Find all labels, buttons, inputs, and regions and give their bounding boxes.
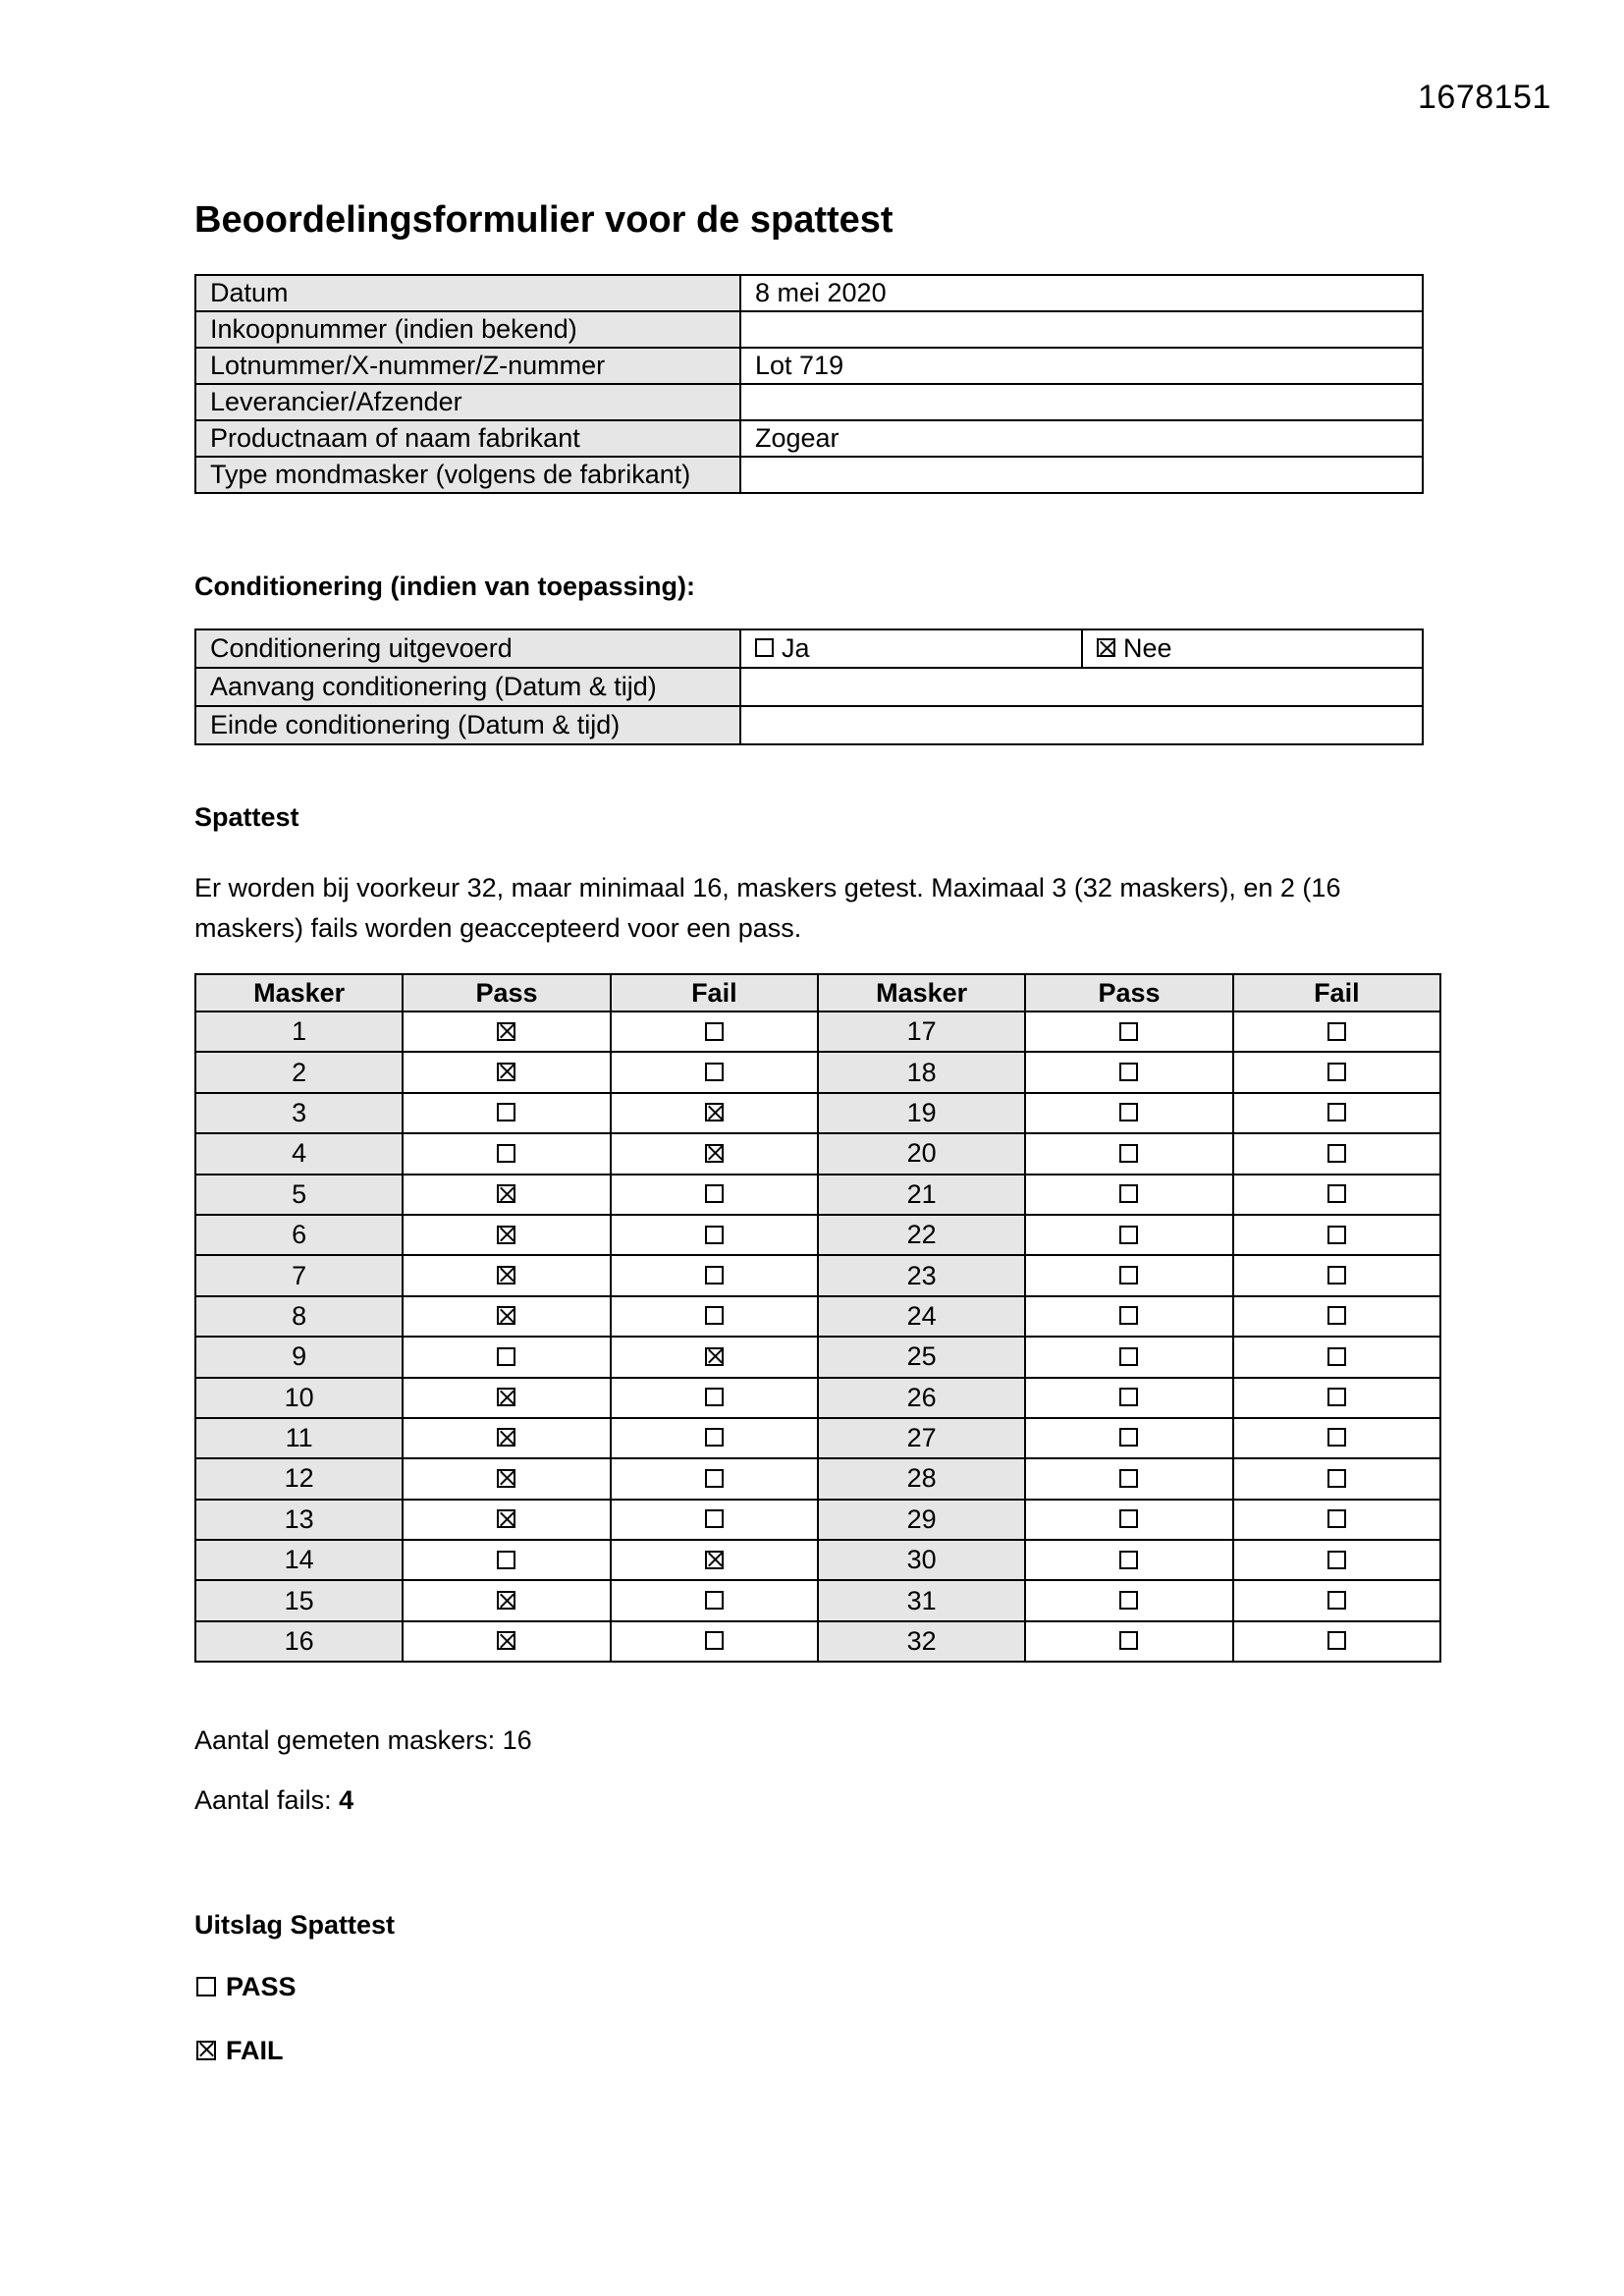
info-label: Productnaam of naam fabrikant [195, 420, 740, 457]
conditioning-heading: Conditionering (indien van toepassing): [194, 572, 695, 601]
pass-checkbox[interactable] [497, 1266, 515, 1285]
pass-checkbox[interactable] [497, 1428, 515, 1447]
pass-checkbox[interactable] [1119, 1266, 1138, 1285]
pass-checkbox[interactable] [497, 1631, 515, 1650]
info-label: Type mondmasker (volgens de fabrikant) [195, 457, 740, 493]
fail-cell[interactable] [611, 1011, 818, 1052]
fail-checkbox[interactable] [1327, 1184, 1346, 1203]
column-header: Pass [1025, 974, 1232, 1011]
pass-cell[interactable] [1025, 1175, 1232, 1215]
fail-cell[interactable] [1233, 1215, 1440, 1255]
fail-checkbox[interactable] [1327, 1631, 1346, 1650]
mask-number: 4 [195, 1133, 403, 1174]
checkbox-fail[interactable] [196, 2041, 216, 2060]
fail-checkbox[interactable] [705, 1103, 724, 1121]
mask-number: 29 [818, 1500, 1025, 1540]
mask-number: 19 [818, 1093, 1025, 1133]
checkbox-no[interactable] [1097, 638, 1115, 657]
mask-number: 6 [195, 1215, 403, 1255]
mask-number: 20 [818, 1133, 1025, 1174]
fail-checkbox[interactable] [1327, 1226, 1346, 1244]
fail-cell[interactable] [1233, 1540, 1440, 1580]
fail-checkbox[interactable] [1327, 1347, 1346, 1366]
pass-cell[interactable] [403, 1175, 610, 1215]
fail-cell[interactable] [611, 1458, 818, 1499]
fail-cell[interactable] [611, 1418, 818, 1458]
pass-checkbox[interactable] [497, 1022, 515, 1041]
pass-cell[interactable] [403, 1621, 610, 1662]
mask-number: 21 [818, 1175, 1025, 1215]
pass-checkbox[interactable] [1119, 1469, 1138, 1488]
conditioning-start-label: Aanvang conditionering (Datum & tijd) [195, 668, 740, 706]
table-row [195, 629, 1423, 668]
fail-cell[interactable] [611, 1255, 818, 1295]
info-value[interactable]: Zogear [740, 420, 1423, 457]
mask-number: 24 [818, 1296, 1025, 1337]
pass-checkbox[interactable] [1119, 1631, 1138, 1650]
table-row [195, 1255, 1440, 1295]
mask-number: 23 [818, 1255, 1025, 1295]
fail-checkbox[interactable] [705, 1551, 724, 1569]
table-row [195, 348, 1423, 384]
mask-number: 1 [195, 1011, 403, 1052]
mask-number: 5 [195, 1175, 403, 1215]
table-row [195, 420, 1423, 457]
column-header: Masker [195, 974, 403, 1011]
fail-cell[interactable] [611, 1378, 818, 1418]
mask-number: 28 [818, 1458, 1025, 1499]
pass-cell[interactable] [403, 1580, 610, 1620]
result-pass-option[interactable] [196, 1972, 297, 2002]
fail-count-value: 4 [339, 1785, 354, 1815]
table-row [195, 275, 1423, 311]
table-row [195, 1458, 1440, 1499]
mask-number: 26 [818, 1378, 1025, 1418]
column-header: Pass [403, 974, 610, 1011]
fail-checkbox[interactable] [705, 1591, 724, 1610]
conditioning-table [194, 629, 1424, 745]
info-label: Inkoopnummer (indien bekend) [195, 311, 740, 348]
table-row [195, 1337, 1440, 1377]
pass-cell[interactable] [403, 1337, 610, 1377]
pass-checkbox[interactable] [1119, 1388, 1138, 1406]
table-row [195, 1175, 1440, 1215]
conditioning-start-field[interactable] [740, 668, 1423, 706]
info-value[interactable] [740, 384, 1423, 420]
table-row [195, 1378, 1440, 1418]
pass-cell[interactable] [403, 1540, 610, 1580]
mask-number: 17 [818, 1011, 1025, 1052]
fail-checkbox[interactable] [705, 1306, 724, 1325]
pass-cell[interactable] [1025, 1255, 1232, 1295]
fail-cell[interactable] [611, 1540, 818, 1580]
pass-cell[interactable] [1025, 1093, 1232, 1133]
mask-number: 12 [195, 1458, 403, 1499]
option-yes-cell[interactable] [740, 629, 1082, 668]
fail-cell[interactable] [611, 1580, 818, 1620]
pass-checkbox[interactable] [497, 1347, 515, 1366]
pass-cell[interactable] [403, 1418, 610, 1458]
fail-cell[interactable] [1233, 1337, 1440, 1377]
checkbox-yes[interactable] [755, 638, 774, 657]
table-row [195, 384, 1423, 420]
result-fail-label: FAIL [226, 2036, 284, 2065]
mask-number: 9 [195, 1337, 403, 1377]
fail-checkbox[interactable] [705, 1184, 724, 1203]
table-row [195, 1215, 1440, 1255]
fail-cell[interactable] [1233, 1621, 1440, 1662]
mask-number: 27 [818, 1418, 1025, 1458]
info-value[interactable]: 8 mei 2020 [740, 275, 1423, 311]
spattest-heading: Spattest [194, 802, 299, 832]
column-header: Fail [611, 974, 818, 1011]
option-no-cell[interactable] [1082, 629, 1423, 668]
fail-cell[interactable] [1233, 1011, 1440, 1052]
measured-count-line [194, 1725, 532, 1756]
mask-number: 10 [195, 1378, 403, 1418]
fail-cell[interactable] [611, 1052, 818, 1092]
table-row [195, 1052, 1440, 1092]
fail-count-line [194, 1785, 353, 1816]
pass-checkbox[interactable] [497, 1551, 515, 1569]
fail-checkbox[interactable] [705, 1266, 724, 1285]
table-row [195, 1296, 1440, 1337]
pass-checkbox[interactable] [1119, 1347, 1138, 1366]
mask-number: 14 [195, 1540, 403, 1580]
fail-checkbox[interactable] [1327, 1103, 1346, 1121]
conditioning-end-field[interactable] [740, 706, 1423, 744]
pass-checkbox[interactable] [497, 1184, 515, 1203]
fail-checkbox[interactable] [1327, 1266, 1346, 1285]
fail-checkbox[interactable] [1327, 1591, 1346, 1610]
conditioning-end-label: Einde conditionering (Datum & tijd) [195, 706, 740, 744]
fail-cell[interactable] [1233, 1458, 1440, 1499]
table-row [195, 457, 1423, 493]
pass-cell[interactable] [1025, 1378, 1232, 1418]
conditioning-performed-label: Conditionering uitgevoerd [195, 629, 740, 668]
fail-checkbox[interactable] [1327, 1063, 1346, 1081]
fail-cell[interactable] [611, 1215, 818, 1255]
mask-number: 25 [818, 1337, 1025, 1377]
pass-checkbox[interactable] [497, 1144, 515, 1163]
fail-cell[interactable] [1233, 1133, 1440, 1174]
result-fail-option[interactable] [196, 2036, 284, 2066]
pass-cell[interactable] [403, 1093, 610, 1133]
fail-cell[interactable] [1233, 1500, 1440, 1540]
pass-checkbox[interactable] [1119, 1226, 1138, 1244]
fail-cell[interactable] [1233, 1296, 1440, 1337]
pass-cell[interactable] [1025, 1133, 1232, 1174]
pass-checkbox[interactable] [1119, 1184, 1138, 1203]
pass-checkbox[interactable] [1119, 1428, 1138, 1447]
fail-checkbox[interactable] [1327, 1306, 1346, 1325]
pass-checkbox[interactable] [1119, 1306, 1138, 1325]
pass-checkbox[interactable] [497, 1388, 515, 1406]
fail-checkbox[interactable] [1327, 1428, 1346, 1447]
pass-checkbox[interactable] [1119, 1509, 1138, 1528]
mask-number: 30 [818, 1540, 1025, 1580]
pass-checkbox[interactable] [1119, 1551, 1138, 1569]
mask-number: 18 [818, 1052, 1025, 1092]
pass-cell[interactable] [403, 1011, 610, 1052]
pass-checkbox[interactable] [497, 1591, 515, 1610]
fail-checkbox[interactable] [705, 1631, 724, 1650]
table-row [195, 706, 1423, 744]
table-row [195, 1011, 1440, 1052]
mask-number: 11 [195, 1418, 403, 1458]
column-header: Fail [1233, 974, 1440, 1011]
fail-cell[interactable] [611, 1500, 818, 1540]
fail-checkbox[interactable] [1327, 1509, 1346, 1528]
fail-checkbox[interactable] [1327, 1022, 1346, 1041]
info-label: Datum [195, 275, 740, 311]
fail-checkbox[interactable] [705, 1226, 724, 1244]
pass-cell[interactable] [403, 1133, 610, 1174]
fail-cell[interactable] [611, 1337, 818, 1377]
pass-cell[interactable] [1025, 1500, 1232, 1540]
column-header: Masker [818, 974, 1025, 1011]
mask-number: 31 [818, 1580, 1025, 1620]
fail-cell[interactable] [1233, 1255, 1440, 1295]
pass-cell[interactable] [1025, 1540, 1232, 1580]
pass-cell[interactable] [1025, 1215, 1232, 1255]
table-row [195, 1133, 1440, 1174]
fail-cell[interactable] [611, 1175, 818, 1215]
mask-number: 2 [195, 1052, 403, 1092]
pass-cell[interactable] [1025, 1337, 1232, 1377]
fail-cell[interactable] [1233, 1418, 1440, 1458]
fail-cell[interactable] [611, 1296, 818, 1337]
fail-cell[interactable] [1233, 1175, 1440, 1215]
pass-checkbox[interactable] [1119, 1591, 1138, 1610]
pass-cell[interactable] [1025, 1458, 1232, 1499]
pass-checkbox[interactable] [1119, 1063, 1138, 1081]
table-row [195, 1540, 1440, 1580]
fail-cell[interactable] [611, 1133, 818, 1174]
table-row [195, 1418, 1440, 1458]
spattest-description: Er worden bij voorkeur 32, maar minimaal 16, maskers getest. Maximaal 3 (32 maskers), en 2 (16 maskers) fails worden geaccepteerd voor een pass. [194, 873, 1341, 943]
pass-cell[interactable] [1025, 1011, 1232, 1052]
table-row [195, 1093, 1440, 1133]
pass-cell[interactable] [403, 1215, 610, 1255]
pass-checkbox[interactable] [497, 1509, 515, 1528]
mask-number: 7 [195, 1255, 403, 1295]
fail-checkbox[interactable] [705, 1144, 724, 1163]
table-header-row [195, 974, 1440, 1011]
info-value[interactable]: Lot 719 [740, 348, 1423, 384]
table-row [195, 668, 1423, 706]
fail-checkbox[interactable] [705, 1063, 724, 1081]
option-no-label: Nee [1123, 633, 1172, 663]
pass-checkbox[interactable] [1119, 1144, 1138, 1163]
pass-cell[interactable] [403, 1458, 610, 1499]
pass-cell[interactable] [1025, 1621, 1232, 1662]
fail-checkbox[interactable] [1327, 1388, 1346, 1406]
table-row [195, 311, 1423, 348]
pass-checkbox[interactable] [1119, 1103, 1138, 1121]
mask-number: 32 [818, 1621, 1025, 1662]
measured-count-label: Aantal gemeten maskers: [194, 1725, 503, 1755]
mask-number: 8 [195, 1296, 403, 1337]
fail-checkbox[interactable] [705, 1509, 724, 1528]
fail-cell[interactable] [1233, 1580, 1440, 1620]
fail-checkbox[interactable] [1327, 1551, 1346, 1569]
fail-cell[interactable] [1233, 1378, 1440, 1418]
fail-cell[interactable] [1233, 1093, 1440, 1133]
table-row [195, 1580, 1440, 1620]
table-row [195, 1621, 1440, 1662]
pass-cell[interactable] [403, 1052, 610, 1092]
pass-checkbox[interactable] [1119, 1022, 1138, 1041]
info-table [194, 274, 1424, 494]
fail-checkbox[interactable] [1327, 1144, 1346, 1163]
mask-number: 16 [195, 1621, 403, 1662]
mask-number: 15 [195, 1580, 403, 1620]
fail-checkbox[interactable] [1327, 1469, 1346, 1488]
mask-number: 22 [818, 1215, 1025, 1255]
fail-checkbox[interactable] [705, 1469, 724, 1488]
page-title: Beoordelingsformulier voor de spattest [194, 199, 893, 241]
pass-checkbox[interactable] [497, 1226, 515, 1244]
measured-count-value: 16 [502, 1725, 532, 1755]
pass-cell[interactable] [1025, 1052, 1232, 1092]
fail-cell[interactable] [611, 1621, 818, 1662]
table-row [195, 1500, 1440, 1540]
pass-checkbox[interactable] [497, 1469, 515, 1488]
fail-cell[interactable] [1233, 1052, 1440, 1092]
fail-checkbox[interactable] [705, 1388, 724, 1406]
document-id: 1678151 [1418, 79, 1551, 116]
pass-cell[interactable] [403, 1296, 610, 1337]
info-label: Lotnummer/X-nummer/Z-nummer [195, 348, 740, 384]
info-label: Leverancier/Afzender [195, 384, 740, 420]
pass-checkbox[interactable] [497, 1103, 515, 1121]
result-pass-label: PASS [226, 1972, 297, 2001]
pass-checkbox[interactable] [497, 1306, 515, 1325]
fail-cell[interactable] [611, 1093, 818, 1133]
fail-checkbox[interactable] [705, 1428, 724, 1447]
fail-count-label: Aantal fails: [194, 1785, 340, 1815]
result-heading: Uitslag Spattest [194, 1910, 396, 1940]
option-yes-label: Ja [782, 633, 810, 663]
pass-cell[interactable] [403, 1500, 610, 1540]
pass-cell[interactable] [1025, 1296, 1232, 1337]
spattest-table [194, 973, 1441, 1663]
pass-cell[interactable] [1025, 1580, 1232, 1620]
mask-number: 3 [195, 1093, 403, 1133]
info-value[interactable] [740, 457, 1423, 493]
checkbox-pass[interactable] [196, 1977, 216, 1996]
pass-cell[interactable] [403, 1255, 610, 1295]
pass-checkbox[interactable] [497, 1063, 515, 1081]
pass-cell[interactable] [1025, 1418, 1232, 1458]
pass-cell[interactable] [403, 1378, 610, 1418]
fail-checkbox[interactable] [705, 1022, 724, 1041]
mask-number: 13 [195, 1500, 403, 1540]
info-value[interactable] [740, 311, 1423, 348]
fail-checkbox[interactable] [705, 1347, 724, 1366]
